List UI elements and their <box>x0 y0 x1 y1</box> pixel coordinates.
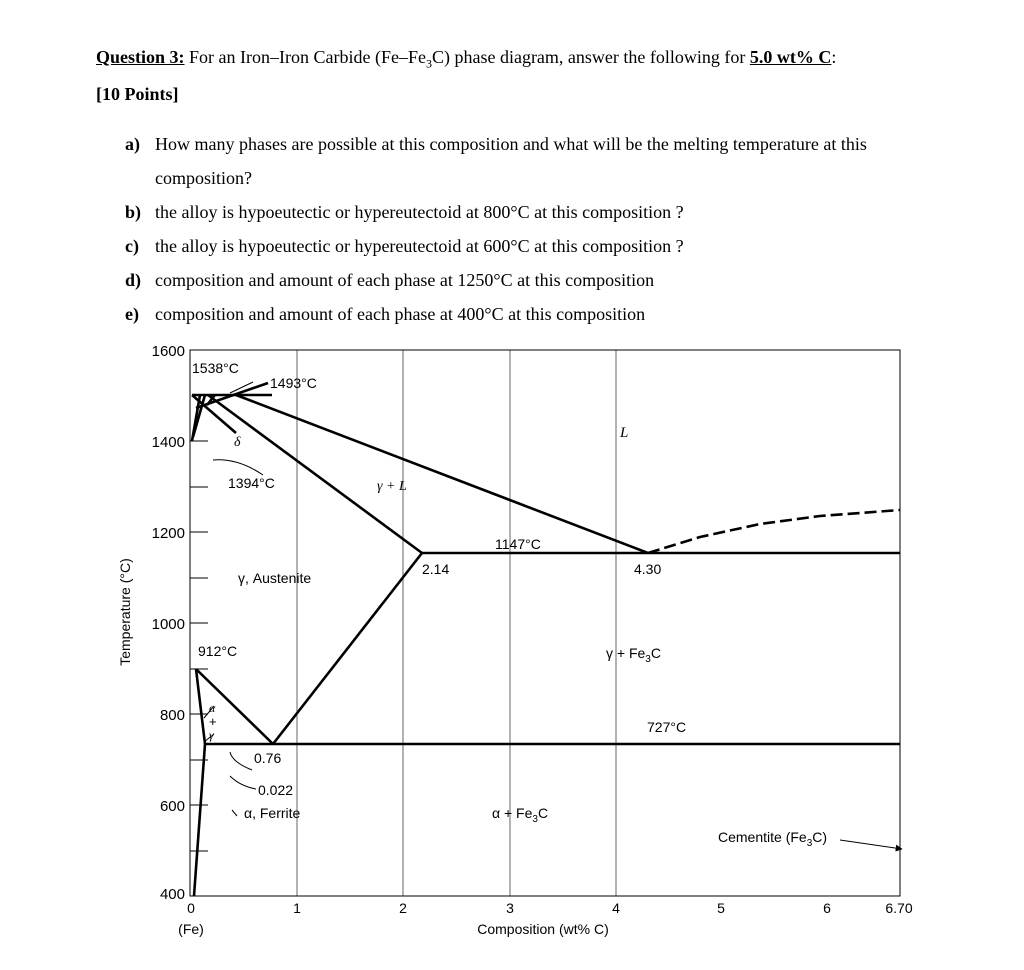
label-alpha-fe3c: $\alpha + Fe_3C$ <box>492 805 549 825</box>
y-tick-label: 1600 <box>151 343 185 360</box>
y-tick-label: 800 <box>159 707 185 724</box>
label-ferrite: α, Ferrite <box>244 805 301 821</box>
diagram-labels <box>192 360 827 849</box>
alpha-solvus <box>194 744 205 896</box>
label-alpha-gamma-a: α <box>209 701 216 715</box>
leader-lines <box>204 382 902 849</box>
x-tick-label: 0 <box>187 900 195 916</box>
label-0-022: 0.022 <box>258 782 294 798</box>
x-origin-note: (Fe) <box>178 921 204 937</box>
liquidus <box>236 395 648 553</box>
question-intro: For an Iron–Iron Carbide $(Fe-Fe_3C)$ phase diagram, answer the following for <box>189 47 750 71</box>
label-1394: 1394°C <box>228 475 275 491</box>
label-912: 912°C <box>198 643 238 659</box>
y-tick-label: 400 <box>159 886 185 903</box>
label-2-14: 2.14 <box>422 561 450 577</box>
label-gamma-fe3c: $\gamma + Fe_3C$ <box>606 645 661 665</box>
label-alpha-gamma-g: γ <box>209 728 214 742</box>
cementite-liquidus <box>648 510 900 553</box>
y-tick-label: 1400 <box>151 434 185 451</box>
x-tick-label: 1 <box>293 900 301 916</box>
y-axis-title: Temperature (°C) <box>117 558 133 666</box>
y-tick-labels <box>152 343 185 903</box>
question-heading: Question 3: For an Iron–Iron Carbide $(Fe-Fe_3C)$ phase diagram, answer the following for 5.0 wt% C: <box>96 47 837 71</box>
x-tick-label: 6 <box>823 900 831 916</box>
gridlines <box>297 350 616 896</box>
y-tick-label: 600 <box>159 798 185 815</box>
label-727: 727°C <box>647 719 687 735</box>
label-alpha-gamma-plus: + <box>209 714 217 729</box>
label-gamma-l: γ + L <box>377 479 407 494</box>
label-1147: 1147°C <box>495 536 541 552</box>
x-tick-label: 5 <box>717 900 725 916</box>
x-tick-label: 3 <box>506 900 514 916</box>
x-tick-label: 4 <box>612 900 620 916</box>
y-tick-label: 1200 <box>151 525 185 542</box>
solidus <box>208 395 422 553</box>
x-tick-labels <box>178 900 913 937</box>
label-cementite: Cementite $(Fe_3C)$ <box>718 829 828 849</box>
question-composition: 5.0 wt% C <box>749 47 832 67</box>
a3-line <box>196 669 273 744</box>
y-tick-label: 1000 <box>151 616 185 633</box>
question-number: Question 3: <box>96 47 185 67</box>
x-axis-title: Composition (wt% C) <box>477 921 609 937</box>
x-tick-label: 2 <box>399 900 407 916</box>
label-delta: δ <box>234 435 241 450</box>
label-0-76: 0.76 <box>254 750 282 766</box>
label-austenite: γ, Austenite <box>238 570 312 586</box>
label-1538: 1538°C <box>192 360 239 376</box>
label-liquid: L <box>620 425 629 441</box>
label-4-30: 4.30 <box>634 561 662 577</box>
question-points: [10 Points] <box>96 84 179 104</box>
x-tick-label: 6.70 <box>885 900 913 916</box>
label-1493: 1493°C <box>270 375 317 391</box>
